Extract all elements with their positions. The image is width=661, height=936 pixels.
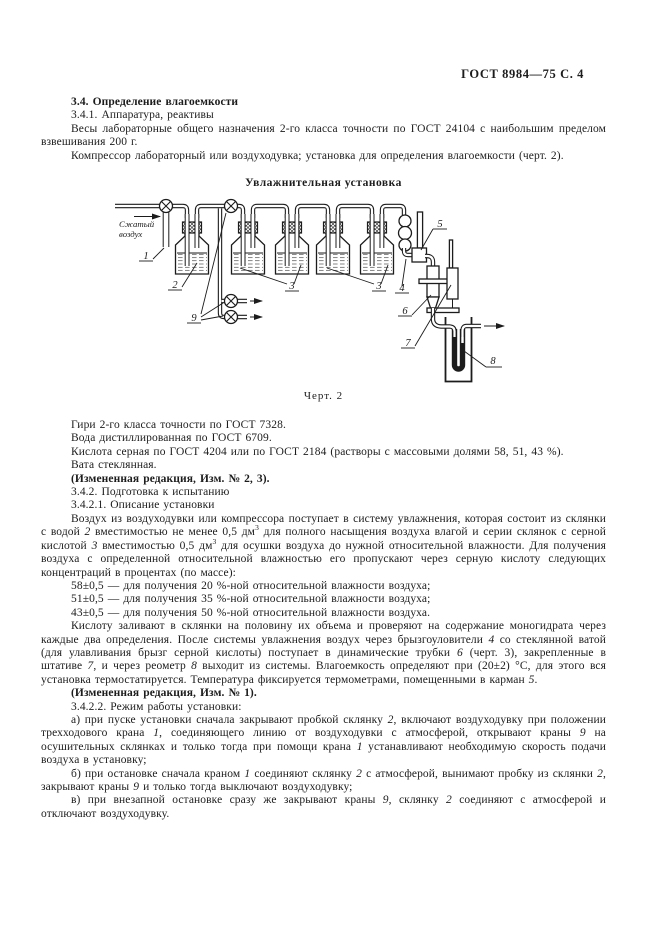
para-water: Вода дистиллированная по ГОСТ 6709.: [71, 432, 272, 445]
heading-3-4-1: 3.4.1. Аппаратура, реактивы: [71, 109, 214, 122]
drain-valve-9-upper: [225, 295, 238, 308]
water-bottle-2: [176, 214, 209, 274]
compressed-air-label-line1: Сжатый: [119, 219, 155, 230]
callout-1: 1: [143, 251, 149, 263]
para-glass-wool: Вата стеклянная.: [71, 459, 157, 472]
heading-3-4-2-2: 3.4.2.2. Режим работы установки:: [71, 700, 242, 713]
para-concentration-51: 51±0,5 — для получения 35 %-ной относительной влажности воздуха;: [71, 593, 431, 606]
callout-3-first: 3: [289, 281, 295, 293]
para-acid: Кислота серная по ГОСТ 4204 или по ГОСТ 2184 (растворы с массовыми долями 58, 51, 43 %).: [71, 445, 564, 458]
acid-bottle-3d: [361, 214, 394, 274]
vent-tube: [163, 212, 169, 247]
para-concentration-58: 58±0,5 — для получения 20 %-ной относительной влажности воздуха;: [71, 579, 431, 592]
callout-6: 6: [402, 306, 408, 318]
callout-5: 5: [437, 219, 443, 231]
callout-8: 8: [490, 356, 496, 368]
callout-7: 7: [405, 338, 411, 350]
page-header-gost-number: ГОСТ 8984—75 С. 4: [461, 67, 584, 81]
callout-3-second: 3: [376, 281, 382, 293]
para-shutdown-b: б) при остановке сначала краном 1 соединяют склянку 2 с атмосферой, вынимают пробку из склянки 2, закрывают краны 9 и только тогда выключают воздуходувку;: [41, 767, 606, 793]
compressed-air-label-line2: воздух: [119, 229, 143, 240]
para-compressor: Компрессор лабораторный или воздуходувка; установка для определения влагоемкости (черт. 2).: [71, 149, 564, 162]
callout-4: 4: [399, 283, 405, 295]
para-emergency-v: в) при внезапной остановке сразу же закрывают краны 9, склянку 2 соединяют с атмосферой и отключают воздуходувку.: [41, 794, 606, 820]
spray-trap-4: [399, 215, 412, 251]
figure-caption: Черт. 2: [303, 390, 344, 403]
thermometer-pocket-5: [412, 212, 427, 262]
dynamic-tube-6: [427, 266, 439, 308]
line-valve-9-top: [225, 200, 238, 213]
para-scales: Весы лабораторные общего назначения 2-го класса точности по ГОСТ 24104 с наибольшим пределом взвешивания 200 г.: [41, 122, 606, 149]
acid-bottle-3a: [232, 214, 265, 274]
callout-9: 9: [191, 313, 197, 325]
callout-2: 2: [172, 280, 178, 292]
para-acid-filling: Кислоту заливают в склянки на половину их объема и проверяют на содержание моногидрата через каждые два определения. После системы увлажнения воздух через брызгоуловители 4 со стеклянной ватой (для улавливания брызг серной кислоты) поступает в динамические трубки 6 (черт. 3), закрепленные в штативе 7, и через реометр 8 выходит из системы. Влагоемкость определяют при (20±2) °С, для этого вся установка термостатируется. Температура фиксируется термометрами, помещенными в карман 5.: [41, 620, 606, 686]
humidifier-diagram: [95, 190, 575, 388]
three-way-valve-1: [160, 200, 173, 213]
heading-3-4-2-1: 3.4.2.1. Описание установки: [71, 499, 215, 512]
para-startup-a: а) при пуске установки сначала закрывают пробкой склянку 2, включают воздуходувку при положении трехходового крана 1, соединяющего линию от воздуходувки с атмосферой, открывают краны 9 на осушительных склянках и только тогда при помощи крана 1 устанавливают необходимую скорость подачи воздуха в установку;: [41, 713, 606, 767]
document-body: [41, 96, 606, 821]
para-setup-description: Воздух из воздуходувки или компрессора поступает в систему увлажнения, которая состоит из склянки с водой 2 вместимостью не менее 0,5 $дм^3$ для полного насыщения воздуха влагой и серии склянок с серной кислотой 3 вместимостью 0,5 $дм^3$ для осушки воздуха до нужной относительной влажности. Для получения воздуха с определенной относительной влажностью его пропускают через серную кислоту следующих концентраций в процентах (по массе):: [41, 512, 606, 579]
para-weights: Гири 2-го класса точности по ГОСТ 7328.: [71, 419, 286, 432]
para-concentration-43: 43±0,5 — для получения 50 %-ной относительной влажности воздуха.: [71, 606, 431, 619]
heading-3-4-2: 3.4.2. Подготовка к испытанию: [71, 486, 230, 499]
acid-bottle-3c: [317, 214, 350, 274]
figure-title: Увлажнительная установка: [245, 177, 402, 190]
drain-valve-9-lower: [225, 311, 238, 324]
dynamic-tube-second: [447, 240, 458, 309]
para-revision-1: (Измененная редакция, Изм. № 1).: [71, 687, 257, 700]
para-revision-2-3: (Измененная редакция, Изм. № 2, 3).: [71, 472, 270, 485]
acid-bottle-3b: [276, 214, 309, 274]
heading-3-4: 3.4. Определение влагоемкости: [71, 96, 239, 108]
